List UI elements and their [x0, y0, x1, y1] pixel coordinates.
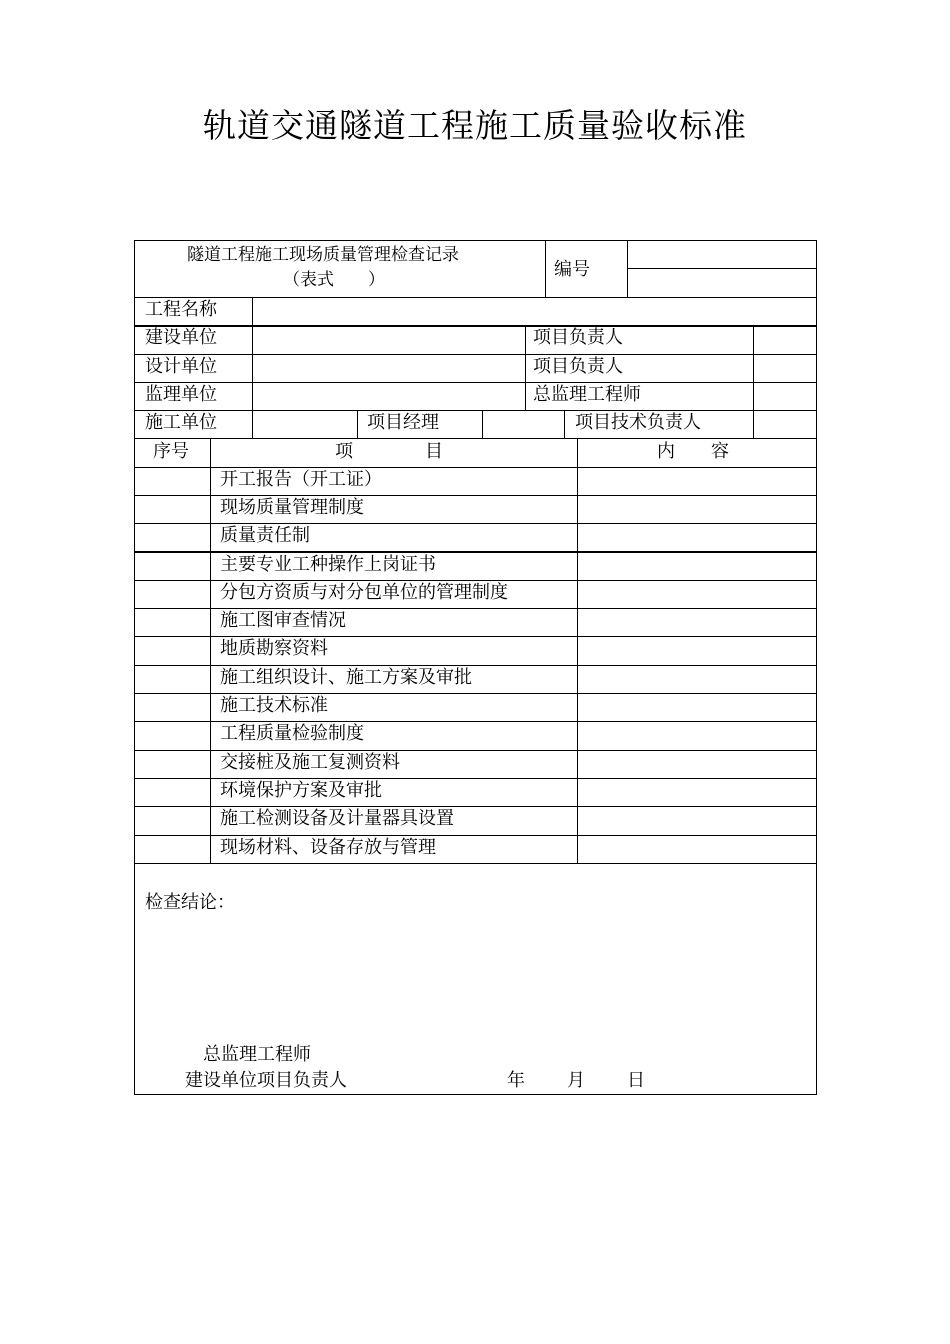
divider — [135, 467, 816, 468]
divider — [135, 325, 816, 327]
divider — [357, 410, 358, 438]
list-item: 交接桩及施工复测资料 — [220, 752, 400, 773]
chief-supervisor-sign: 总监理工程师 — [203, 1044, 311, 1065]
col-item-header: 项 目 — [335, 441, 443, 462]
divider — [577, 438, 578, 863]
design-unit-label: 设计单位 — [145, 356, 217, 377]
divider — [135, 750, 816, 751]
construction-unit-label: 建设单位 — [145, 327, 217, 348]
list-item: 质量责任制 — [220, 525, 310, 546]
conclusion-label: 检查结论： — [145, 892, 235, 913]
divider — [135, 410, 816, 411]
page-title: 轨道交通隧道工程施工质量验收标准 — [203, 106, 747, 145]
divider — [135, 551, 816, 553]
project-name-label: 工程名称 — [145, 299, 217, 320]
chief-supervisor-label: 总监理工程师 — [533, 384, 641, 405]
divider — [135, 693, 816, 694]
divider — [545, 241, 546, 298]
project-leader-label: 项目负责人 — [533, 356, 623, 377]
number-label: 编号 — [554, 259, 590, 280]
divider — [135, 608, 816, 609]
divider — [627, 241, 628, 298]
divider — [627, 268, 816, 269]
divider — [135, 863, 816, 864]
divider — [525, 325, 526, 410]
divider — [753, 325, 754, 438]
divider — [210, 438, 211, 863]
owner-leader-sign: 建设单位项目负责人 — [185, 1070, 347, 1091]
divider — [135, 297, 816, 298]
builder-unit-label: 施工单位 — [145, 412, 217, 433]
list-item: 工程质量检验制度 — [220, 723, 364, 744]
form-subtitle: （表式 ） — [283, 270, 385, 290]
list-item: 主要专业工种操作上岗证书 — [220, 554, 436, 575]
list-item: 施工技术标准 — [220, 695, 328, 716]
divider — [135, 835, 816, 836]
divider — [135, 354, 816, 355]
divider — [252, 297, 253, 438]
divider — [135, 636, 816, 637]
divider — [135, 438, 816, 439]
list-item: 施工检测设备及计量器具设置 — [220, 808, 454, 829]
supervision-unit-label: 监理单位 — [145, 384, 217, 405]
divider — [135, 806, 816, 807]
divider — [135, 665, 816, 666]
divider — [135, 721, 816, 722]
list-item: 现场材料、设备存放与管理 — [220, 837, 436, 858]
divider — [135, 382, 816, 383]
list-item: 地质勘察资料 — [220, 638, 328, 659]
divider — [482, 410, 483, 438]
inspection-form — [134, 240, 817, 1095]
list-item: 环境保护方案及审批 — [220, 780, 382, 801]
divider — [135, 580, 816, 581]
col-index-header: 序号 — [153, 441, 189, 462]
project-leader-label: 项目负责人 — [533, 327, 623, 348]
divider — [135, 523, 816, 524]
col-content-header: 内 容 — [657, 441, 729, 462]
divider — [135, 778, 816, 779]
form-title: 隧道工程施工现场质量管理检查记录 — [187, 245, 459, 265]
list-item: 分包方资质与对分包单位的管理制度 — [220, 582, 508, 603]
list-item: 施工图审查情况 — [220, 610, 346, 631]
divider — [564, 410, 565, 438]
list-item: 施工组织设计、施工方案及审批 — [220, 667, 472, 688]
tech-leader-label: 项目技术负责人 — [575, 412, 701, 433]
divider — [135, 495, 816, 496]
list-item: 开工报告（开工证） — [220, 469, 382, 490]
date-year: 年 — [507, 1070, 525, 1091]
list-item: 现场质量管理制度 — [220, 497, 364, 518]
project-manager-label: 项目经理 — [367, 412, 439, 433]
date-month: 月 — [567, 1070, 585, 1091]
date-day: 日 — [627, 1070, 645, 1091]
